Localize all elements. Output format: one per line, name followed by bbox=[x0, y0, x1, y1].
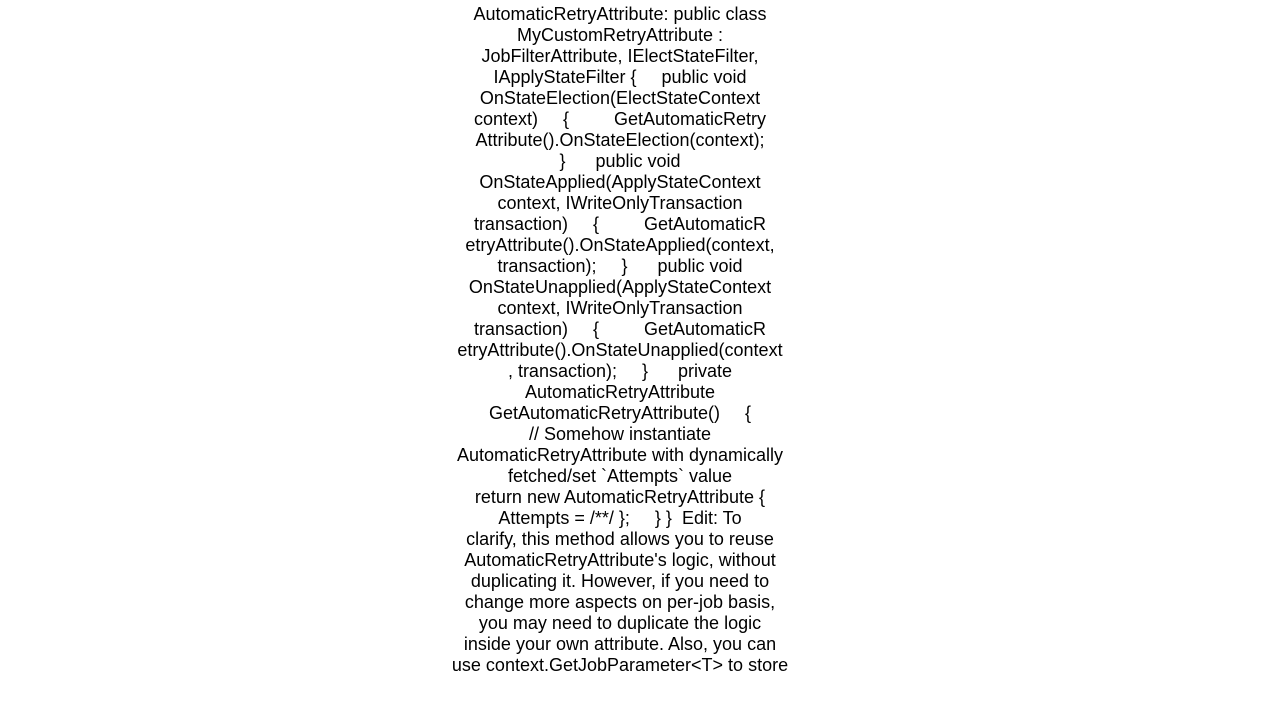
text-line: MyCustomRetryAttribute : bbox=[516, 25, 724, 45]
text-body bbox=[440, 4, 800, 680]
text-line: etryAttribute().OnStateApplied(context, bbox=[465, 235, 775, 255]
text-line: transaction) { GetAutomaticR bbox=[473, 214, 767, 234]
text-line: IApplyStateFilter { public void bbox=[493, 67, 747, 87]
text-line: AutomaticRetryAttribute: public class bbox=[473, 4, 767, 24]
text-line: change more aspects on per-job basis, bbox=[464, 592, 776, 612]
text-line: GetAutomaticRetryAttribute() { bbox=[488, 403, 752, 423]
text-line: AutomaticRetryAttribute bbox=[524, 382, 716, 402]
text-line: Attribute().OnStateElection(context); bbox=[475, 130, 765, 150]
text-line: OnStateElection(ElectStateContext bbox=[479, 88, 761, 108]
text-line: Attempts = /**/ }; } } Edit: To bbox=[498, 508, 742, 528]
text-line: inside your own attribute. Also, you can bbox=[463, 634, 777, 654]
text-line: transaction); } public void bbox=[497, 256, 743, 276]
text-line: you may need to duplicate the logic bbox=[478, 613, 762, 633]
text-line: context) { GetAutomaticRetry bbox=[473, 109, 767, 129]
text-line: use context.GetJobParameter<T> to store bbox=[451, 655, 789, 675]
text-line: } public void bbox=[559, 151, 681, 171]
text-line: OnStateApplied(ApplyStateContext bbox=[479, 172, 761, 192]
text-line: OnStateUnapplied(ApplyStateContext bbox=[468, 277, 772, 297]
text-line: fetched/set `Attempts` value bbox=[507, 466, 733, 486]
text-line: context, IWriteOnlyTransaction bbox=[497, 193, 743, 213]
text-line: duplicating it. However, if you need to bbox=[470, 571, 770, 591]
text-line: , transaction); } private bbox=[507, 361, 733, 381]
text-line: // Somehow instantiate bbox=[528, 424, 712, 444]
text-line: AutomaticRetryAttribute with dynamically bbox=[456, 445, 784, 465]
text-line: etryAttribute().OnStateUnapplied(context bbox=[457, 340, 783, 360]
text-line: return new AutomaticRetryAttribute { bbox=[474, 487, 766, 507]
text-line: transaction) { GetAutomaticR bbox=[473, 319, 767, 339]
text-line: AutomaticRetryAttribute's logic, without bbox=[464, 550, 776, 570]
text-line: clarify, this method allows you to reuse bbox=[466, 529, 774, 549]
text-line: JobFilterAttribute, IElectStateFilter, bbox=[481, 46, 759, 66]
text-line: context, IWriteOnlyTransaction bbox=[497, 298, 743, 318]
